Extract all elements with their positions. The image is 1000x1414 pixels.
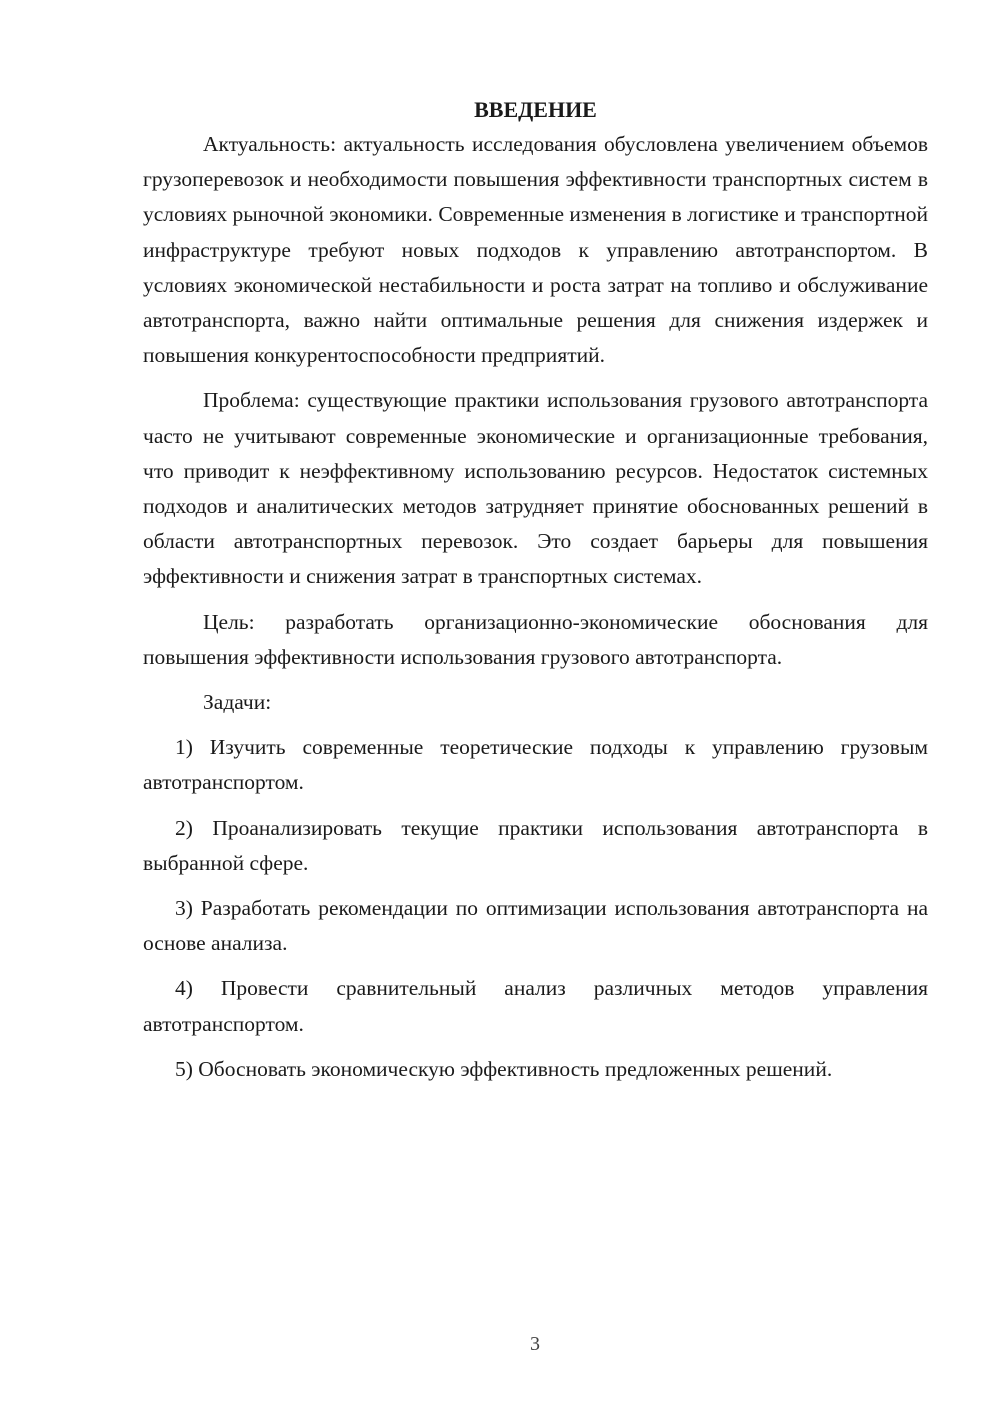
- relevance-paragraph: Актуальность: актуальность исследования обусловлена увеличением объемов грузоперевозок и необходимости повышения эффективности транспортных систем в условиях рыночной экономики. Современные изменения в логистике и транспортной инфраструктуре требуют новых подходов к управлению автотранспортом. В условиях экономической нестабильности и роста затрат на топливо и обслуживание автотранспорта, важно найти оптимальные решения для снижения издержек и повышения конкурентоспособности предприятий.: [143, 132, 928, 368]
- section-heading: ВВЕДЕНИЕ: [474, 97, 597, 122]
- task-item: 5) Обосновать экономическую эффективность предложенных решений.: [175, 1056, 833, 1081]
- task-item: 3) Разработать рекомендации по оптимизации использования автотранспорта на основе анализа.: [143, 896, 928, 956]
- task-item: 2) Проанализировать текущие практики использования автотранспорта в выбранной сфере.: [143, 815, 928, 875]
- problem-paragraph: Проблема: существующие практики использования грузового автотранспорта часто не учитывают современные экономические и организационные требования, что приводит к неэффективному использованию ресурсов. Недостаток системных подходов и аналитических методов затрудняет принятие обоснованных решений в области автотранспортных перевозок. Это создает барьеры для повышения эффективности и снижения затрат в транспортных системах.: [143, 388, 928, 589]
- page-number: 3: [530, 1333, 540, 1355]
- goal-paragraph: Цель: разработать организационно-экономические обоснования для повышения эффективности использования грузового автотранспорта.: [143, 609, 928, 669]
- tasks-label: Задачи:: [203, 690, 272, 715]
- tasks-list: [143, 730, 928, 1087]
- document-page: [143, 92, 928, 1087]
- task-item: 1) Изучить современные теоретические подходы к управлению грузовым автотранспортом.: [143, 735, 928, 795]
- task-item: 4) Провести сравнительный анализ различных методов управления автотранспортом.: [143, 976, 928, 1036]
